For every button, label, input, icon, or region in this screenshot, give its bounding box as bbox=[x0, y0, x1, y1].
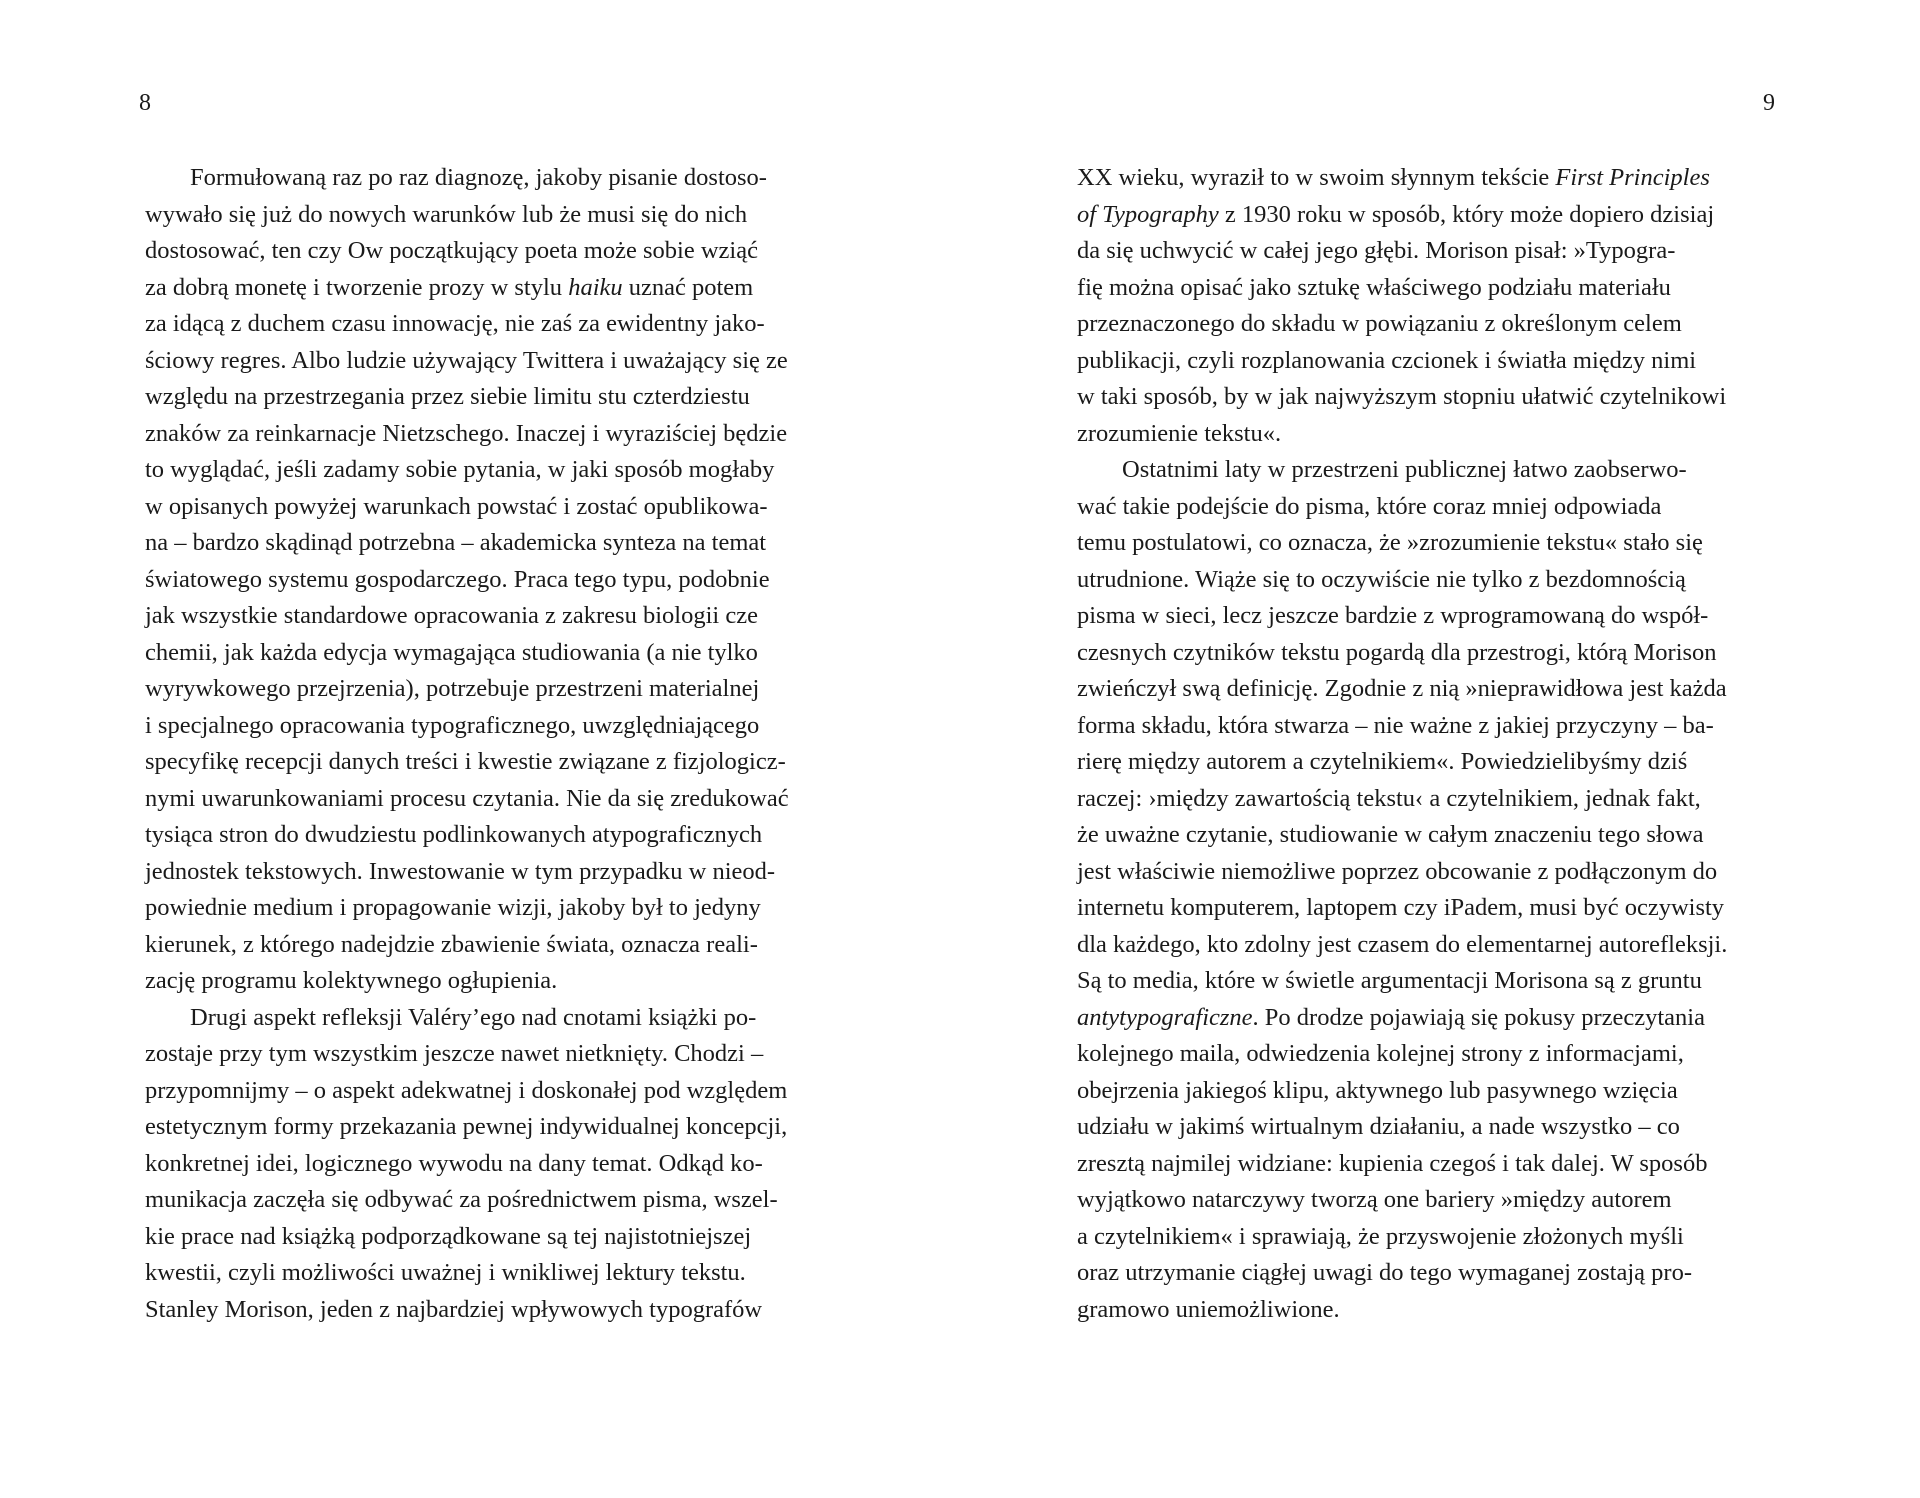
text-line: kierunek, z którego nadejdzie zbawienie świata, oznacza reali- bbox=[145, 930, 758, 958]
right-page-body bbox=[1077, 160, 1776, 1328]
text-line: munikacja zaczęła się odbywać za pośrednictwem pisma, wszel- bbox=[145, 1186, 778, 1213]
text-line bbox=[1077, 1000, 1776, 1037]
text-line bbox=[145, 270, 845, 307]
text-line: wywało się już do nowych warunków lub że musi się do nich bbox=[145, 200, 748, 228]
text-line: konkretnej idei, logicznego wywodu na dany temat. Odkąd ko- bbox=[145, 1149, 763, 1177]
text-line: powiednie medium i propagowanie wizji, jakoby był to jedyny bbox=[145, 894, 761, 921]
text-line: światowego systemu gospodarczego. Praca tego typu, podobnie bbox=[145, 565, 770, 593]
text-run: za dobrą monetę i tworzenie prozy w stylu bbox=[145, 273, 569, 301]
text-line: to wyglądać, jeśli zadamy sobie pytania, w jaki sposób mogłaby bbox=[145, 456, 775, 483]
text-line: czesnych czytników tekstu pogardą dla przestrogi, którą Morison bbox=[1077, 638, 1717, 666]
text-line: specyfikę recepcji danych treści i kwestie związane z fizjologicz- bbox=[145, 748, 786, 775]
text-line: jak wszystkie standardowe opracowania z zakresu biologii cze bbox=[145, 602, 758, 629]
text-line: w opisanych powyżej warunkach powstać i zostać opublikowa- bbox=[145, 492, 768, 520]
italic-text: First Principles bbox=[1555, 164, 1710, 191]
paragraph-first-line: Drugi aspekt refleksji Valéry’ego nad cnotami książki po- bbox=[190, 1003, 757, 1031]
text-line: zresztą najmilej widziane: kupienia czegoś i tak dalej. W sposób bbox=[1077, 1149, 1708, 1177]
paragraph-first-line: Formułowaną raz po raz diagnozę, jakoby pisanie dostoso- bbox=[190, 164, 767, 191]
page-number-left: 8 bbox=[139, 90, 151, 116]
text-line: zację programu kolektywnego ogłupienia. bbox=[145, 967, 558, 994]
text-line: zrozumienie tekstu«. bbox=[1077, 419, 1282, 447]
text-line: fię można opisać jako sztukę właściwego podziału materiału bbox=[1077, 273, 1671, 301]
text-line: dla każdego, kto zdolny jest czasem do elementarnej autorefleksji. bbox=[1077, 930, 1728, 958]
text-line: zostaje przy tym wszystkim jeszcze nawet nietknięty. Chodzi – bbox=[145, 1040, 764, 1067]
text-line: że uważne czytanie, studiowanie w całym znaczeniu tego słowa bbox=[1077, 821, 1704, 848]
text-line: kie prace nad książką podporządkowane są tej najistotniejszej bbox=[145, 1222, 752, 1250]
text-line: wyjątkowo natarczywy tworzą one bariery »między autorem bbox=[1077, 1186, 1672, 1213]
text-line: gramowo uniemożliwione. bbox=[1077, 1295, 1340, 1323]
text-line: przeznaczonego do składu w powiązaniu z określonym celem bbox=[1077, 310, 1682, 337]
text-line: dostosować, ten czy Ow początkujący poeta może sobie wziąć bbox=[145, 237, 758, 264]
text-run: z 1930 roku w sposób, który może dopiero dzisiaj bbox=[1218, 200, 1715, 228]
text-line: chemii, jak każda edycja wymagająca studiowania (a nie tylko bbox=[145, 638, 758, 666]
text-line: oraz utrzymanie ciągłej uwagi do tego wymaganej zostają pro- bbox=[1077, 1259, 1692, 1286]
text-line: internetu komputerem, laptopem czy iPadem, musi być oczywisty bbox=[1077, 894, 1725, 921]
text-run: uznać potem bbox=[622, 273, 754, 301]
text-line: obejrzenia jakiegoś klipu, aktywnego lub pasywnego wzięcia bbox=[1077, 1076, 1678, 1104]
text-run: . Po drodze pojawiają się pokusy przeczytania bbox=[1252, 1003, 1705, 1031]
paragraph-first-line: Ostatnimi laty w przestrzeni publicznej łatwo zaobserwo- bbox=[1122, 456, 1687, 483]
italic-text: of Typography bbox=[1077, 200, 1219, 228]
text-line: i specjalnego opracowania typograficznego, uwzględniającego bbox=[145, 711, 760, 739]
text-line: estetycznym formy przekazania pewnej indywidualnej koncepcji, bbox=[145, 1113, 788, 1140]
text-line: znaków za reinkarnacje Nietzschego. Inaczej i wyraziściej będzie bbox=[145, 419, 788, 447]
text-line: rierę między autorem a czytelnikiem«. Powiedzielibyśmy dziś bbox=[1077, 748, 1688, 775]
text-line: raczej: ›między zawartością tekstu‹ a czytelnikiem, jednak fakt, bbox=[1077, 784, 1701, 812]
text-line: wać takie podejście do pisma, które coraz mniej odpowiada bbox=[1077, 492, 1662, 520]
text-line: ściowy regres. Albo ludzie używający Twittera i uważający się ze bbox=[145, 346, 788, 374]
text-line: Są to media, które w świetle argumentacji Morisona są z gruntu bbox=[1077, 967, 1702, 994]
text-line: publikacji, czyli rozplanowania czcionek i światła między nimi bbox=[1077, 346, 1697, 374]
text-line bbox=[1077, 197, 1776, 234]
italic-text: haiku bbox=[568, 273, 623, 301]
italic-text: antytypograficzne bbox=[1077, 1003, 1253, 1031]
text-line: w taki sposób, by w jak najwyższym stopniu ułatwić czytelnikowi bbox=[1077, 383, 1727, 410]
text-line: względu na przestrzegania przez siebie limitu stu czterdziestu bbox=[145, 383, 750, 410]
text-line: temu postulatowi, co oznacza, że »zrozumienie tekstu« stało się bbox=[1077, 529, 1703, 556]
text-line: kolejnego maila, odwiedzenia kolejnej strony z informacjami, bbox=[1077, 1040, 1684, 1067]
text-line: przypomnijmy – o aspekt adekwatnej i doskonałej pod względem bbox=[145, 1076, 788, 1104]
text-line: nymi uwarunkowaniami procesu czytania. Nie da się zredukować bbox=[145, 784, 789, 812]
text-line: Stanley Morison, jeden z najbardziej wpływowych typografów bbox=[145, 1295, 763, 1323]
text-line: tysiąca stron do dwudziestu podlinkowanych atypograficznych bbox=[145, 821, 763, 848]
text-line: wyrywkowego przejrzenia), potrzebuje przestrzeni materialnej bbox=[145, 675, 760, 702]
text-run: XX wieku, wyraził to w swoim słynnym tekście bbox=[1077, 164, 1556, 191]
text-line: utrudnione. Wiąże się to oczywiście nie tylko z bezdomnością bbox=[1077, 565, 1686, 593]
left-page-body bbox=[145, 160, 845, 1328]
text-line: forma składu, która stwarza – nie ważne z jakiej przyczyny – ba- bbox=[1077, 711, 1714, 739]
page-number-right: 9 bbox=[1763, 90, 1775, 116]
text-line: za idącą z duchem czasu innowację, nie zaś za ewidentny jako- bbox=[145, 310, 765, 337]
text-line bbox=[1077, 160, 1776, 197]
text-line: da się uchwycić w całej jego głębi. Morison pisał: »Typogra- bbox=[1077, 237, 1676, 264]
text-line: zwieńczył swą definicję. Zgodnie z nią »nieprawidłowa jest każda bbox=[1077, 675, 1727, 702]
text-line: kwestii, czyli możliwości uważnej i wnikliwej lektury tekstu. bbox=[145, 1259, 746, 1286]
text-line: pisma w sieci, lecz jeszcze bardzie z wprogramowaną do współ- bbox=[1077, 602, 1709, 629]
text-line: jednostek tekstowych. Inwestowanie w tym przypadku w nieod- bbox=[145, 857, 776, 885]
text-line: udziału w jakimś wirtualnym działaniu, a nade wszystko – co bbox=[1077, 1113, 1680, 1140]
text-line: a czytelnikiem« i sprawiają, że przyswojenie złożonych myśli bbox=[1077, 1222, 1684, 1250]
text-line: jest właściwie niemożliwe poprzez obcowanie z podłączonym do bbox=[1077, 857, 1718, 885]
text-line: na – bardzo skądinąd potrzebna – akademicka synteza na temat bbox=[145, 529, 767, 556]
